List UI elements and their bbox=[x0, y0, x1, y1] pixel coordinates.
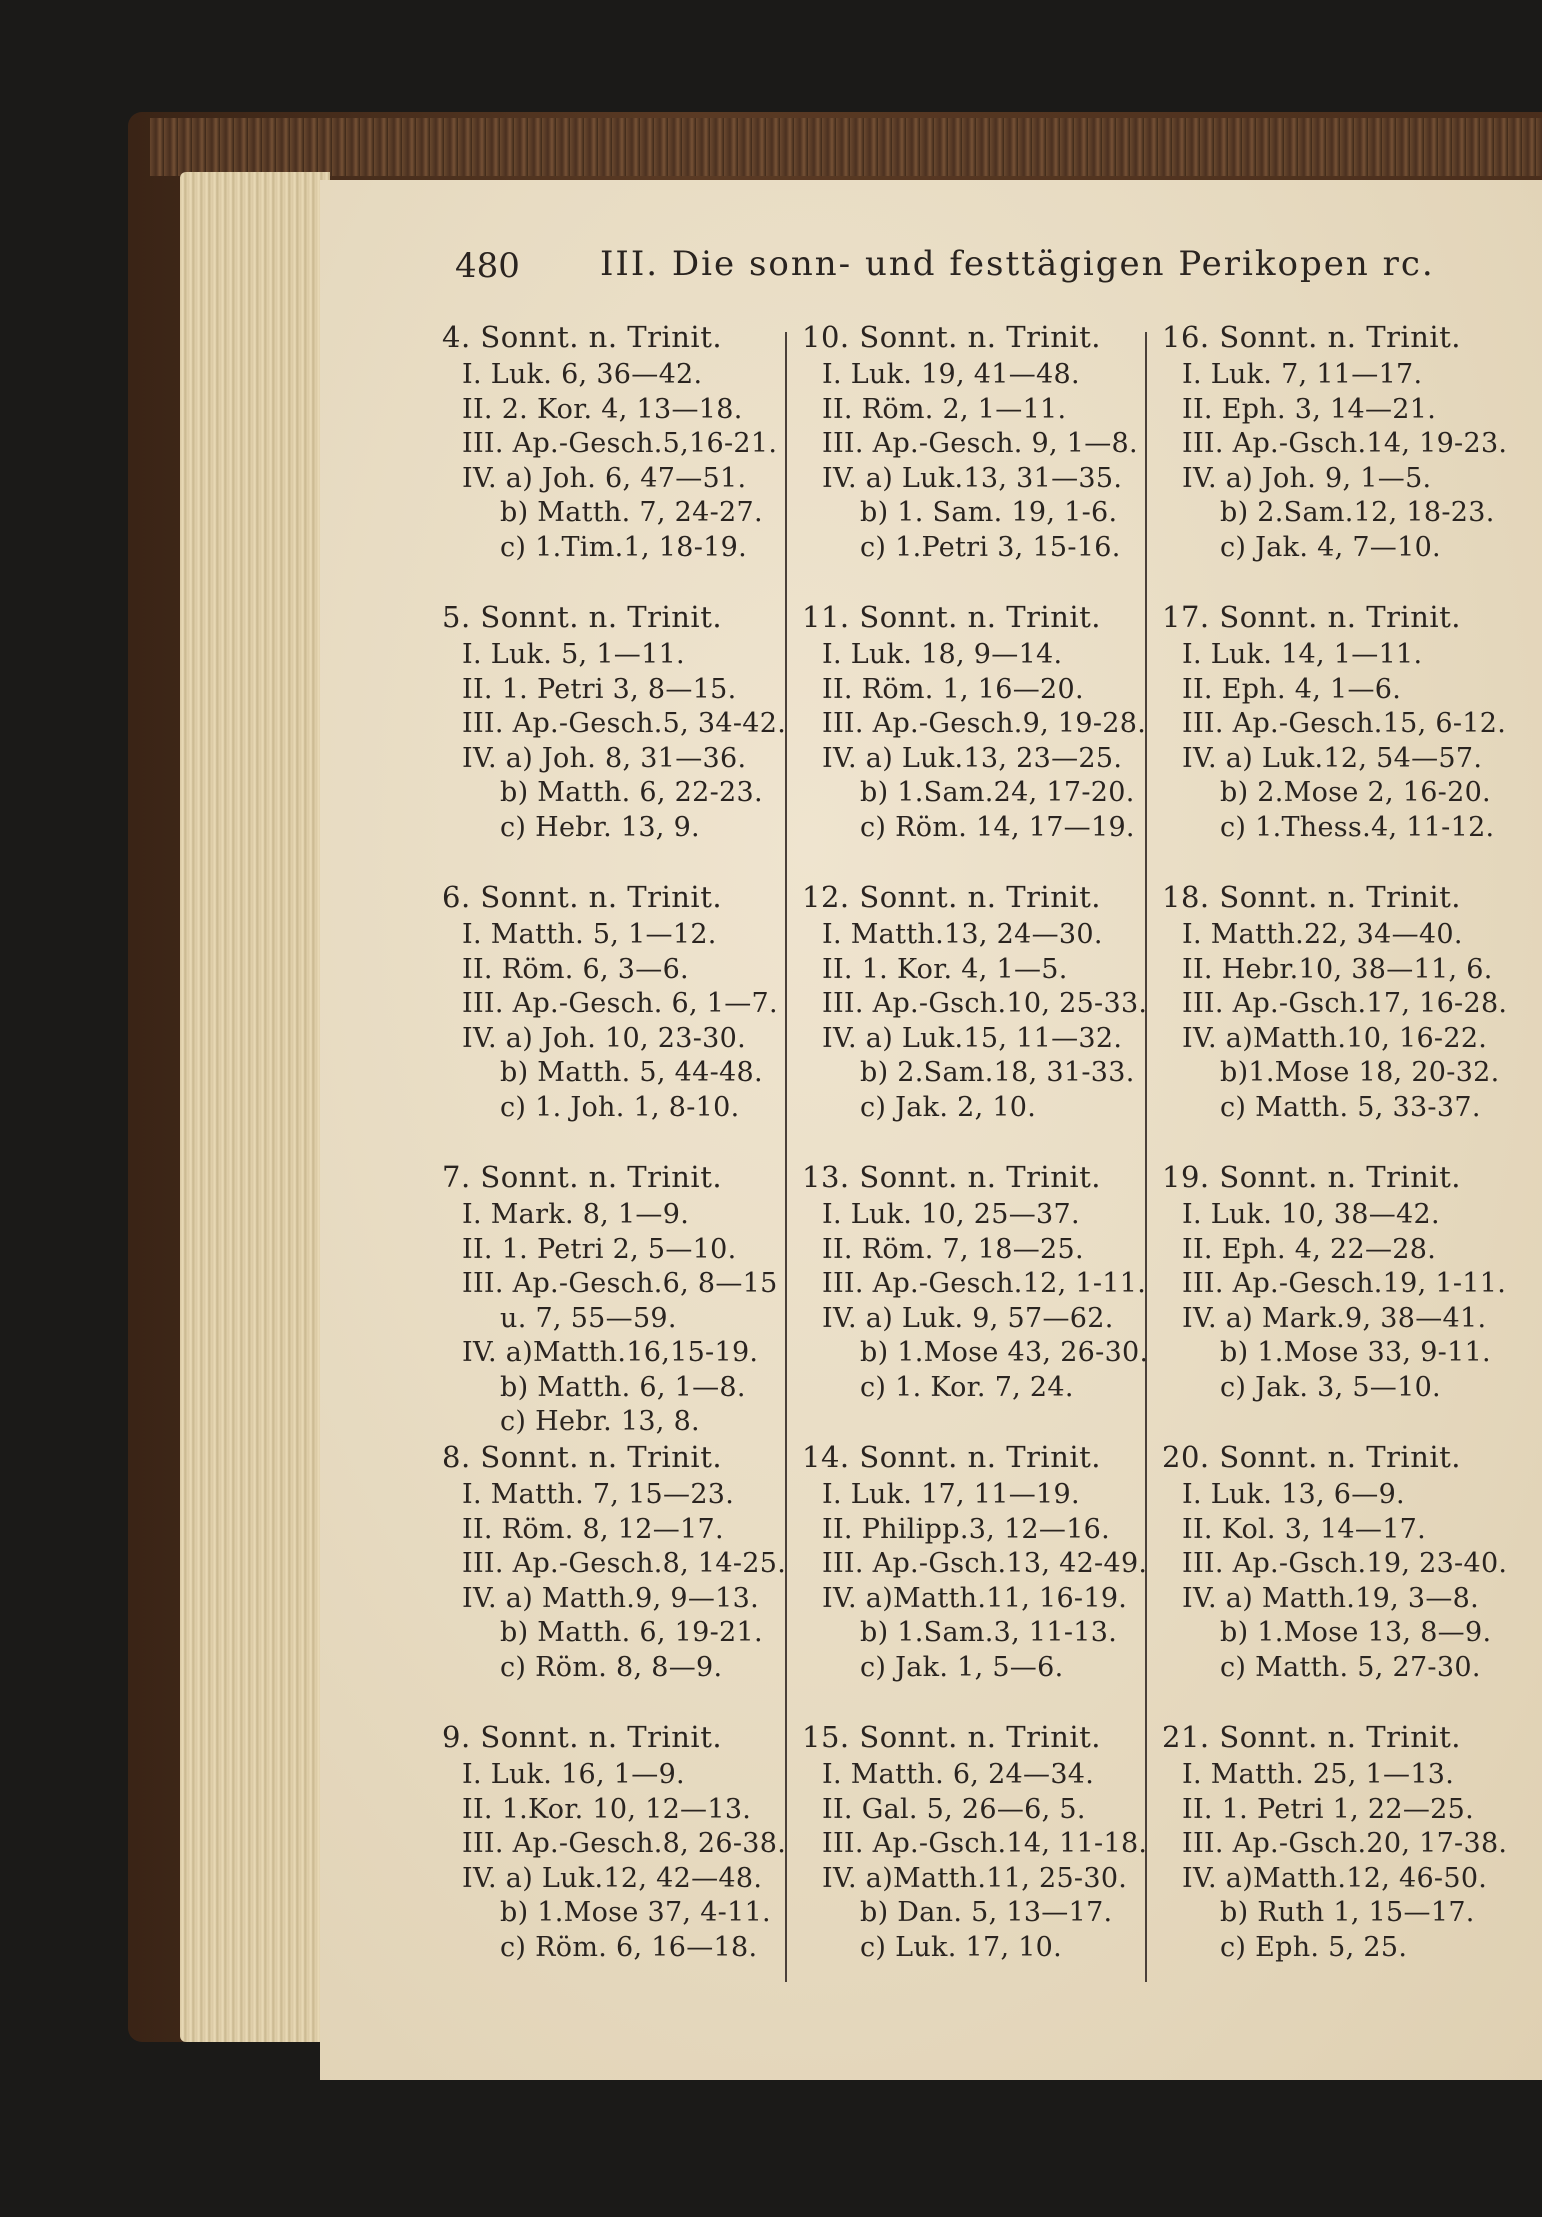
reading-line: b) 1. Sam. 19, 1-6. bbox=[860, 497, 1118, 528]
page-header bbox=[320, 238, 1542, 298]
reading-line: IV. a) Luk.12, 42—48. bbox=[462, 1862, 763, 1894]
reading-line: IV. a)Matth.12, 46-50. bbox=[1182, 1862, 1488, 1894]
reading-line: IV. a) Joh. 8, 31—36. bbox=[462, 742, 747, 774]
reading-line: III. Ap.-Gsch.20, 17-38. bbox=[1182, 1828, 1508, 1859]
reading-line: b) Dan. 5, 13—17. bbox=[860, 1897, 1113, 1928]
sunday-section bbox=[798, 880, 1148, 1125]
sunday-section bbox=[1158, 320, 1508, 565]
reading-line: I. Mark. 8, 1—9. bbox=[462, 1199, 690, 1230]
reading-line: III. Ap.-Gsch.17, 16-28. bbox=[1182, 988, 1508, 1019]
reading-line: I. Luk. 13, 6—9. bbox=[1182, 1479, 1405, 1510]
sunday-section bbox=[1158, 1440, 1508, 1685]
reading-line: c) Eph. 5, 25. bbox=[1220, 1931, 1408, 1963]
page-number: 480 bbox=[455, 246, 520, 286]
reading-line: IV. a)Matth.11, 16-19. bbox=[822, 1582, 1128, 1614]
reading-line: I. Matth. 5, 1—12. bbox=[462, 919, 717, 950]
reading-line: II. Kol. 3, 14—17. bbox=[1182, 1513, 1427, 1545]
reading-line: III. Ap.-Gsch.13, 42-49. bbox=[822, 1548, 1148, 1579]
reading-line: II. Eph. 4, 1—6. bbox=[1182, 673, 1402, 705]
running-title: III. Die sonn- und festtägigen Perikopen rc. bbox=[600, 244, 1435, 284]
reading-line: IV. a) Luk.13, 31—35. bbox=[822, 462, 1123, 494]
reading-line: c) Jak. 2, 10. bbox=[860, 1091, 1037, 1123]
reading-line: IV. a)Matth.16,15-19. bbox=[462, 1337, 759, 1368]
reading-line: II. 1. Kor. 4, 1—5. bbox=[822, 953, 1068, 985]
reading-line: IV. a)Matth.11, 25-30. bbox=[822, 1862, 1128, 1894]
reading-line: c) Röm. 6, 16—18. bbox=[500, 1931, 758, 1963]
sunday-title: 6. Sonnt. n. Trinit. bbox=[442, 880, 723, 914]
reading-line: c) Hebr. 13, 9. bbox=[500, 811, 700, 843]
reading-line: IV. a) Luk. 9, 57—62. bbox=[822, 1302, 1114, 1334]
sunday-title: 5. Sonnt. n. Trinit. bbox=[442, 600, 723, 634]
reading-line: IV. a) Matth.9, 9—13. bbox=[462, 1582, 759, 1614]
sunday-title: 20. Sonnt. n. Trinit. bbox=[1162, 1440, 1462, 1474]
sunday-section bbox=[438, 880, 778, 1125]
reading-line: III. Ap.-Gesch.15, 6-12. bbox=[1182, 708, 1507, 739]
sunday-section bbox=[798, 1720, 1148, 1965]
reading-line: c) 1. Kor. 7, 24. bbox=[860, 1371, 1074, 1403]
sunday-title: 10. Sonnt. n. Trinit. bbox=[802, 320, 1102, 354]
reading-line: II. Röm. 2, 1—11. bbox=[822, 393, 1067, 425]
reading-line: II. Röm. 6, 3—6. bbox=[462, 953, 689, 985]
reading-line: c) Matth. 5, 27-30. bbox=[1220, 1651, 1481, 1683]
reading-line: II. Röm. 8, 12—17. bbox=[462, 1513, 724, 1545]
reading-line: b) 1.Mose 43, 26-30. bbox=[860, 1337, 1149, 1368]
reading-line: III. Ap.-Gesch.6, 8—15 bbox=[462, 1268, 778, 1299]
reading-line: b) Matth. 7, 24-27. bbox=[500, 497, 763, 528]
reading-line: I. Luk. 7, 11—17. bbox=[1182, 359, 1423, 390]
reading-line: II. Eph. 3, 14—21. bbox=[1182, 393, 1437, 425]
column-1 bbox=[438, 320, 787, 2000]
reading-line: b) 1.Sam.24, 17-20. bbox=[860, 777, 1135, 808]
reading-line: b) 2.Mose 2, 16-20. bbox=[1220, 777, 1491, 808]
reading-line: II. 1. Petri 2, 5—10. bbox=[462, 1233, 737, 1265]
reading-line: b) 1.Mose 37, 4-11. bbox=[500, 1897, 771, 1928]
reading-line: III. Ap.-Gesch.9, 19-28. bbox=[822, 708, 1147, 739]
reading-line: b) Matth. 6, 19-21. bbox=[500, 1617, 763, 1648]
sunday-section bbox=[1158, 600, 1507, 845]
reading-line: III. Ap.-Gesch.8, 26-38. bbox=[462, 1828, 787, 1859]
reading-line: II. 2. Kor. 4, 13—18. bbox=[462, 393, 743, 425]
sunday-section bbox=[798, 1160, 1149, 1405]
reading-line: b) Ruth 1, 15—17. bbox=[1220, 1897, 1475, 1928]
reading-line: c) 1.Thess.4, 11-12. bbox=[1220, 811, 1495, 843]
reading-line: I. Matth.13, 24—30. bbox=[822, 919, 1103, 950]
column-divider bbox=[1145, 332, 1147, 1982]
reading-line: I. Luk. 10, 38—42. bbox=[1182, 1199, 1440, 1230]
reading-line: IV. a) Mark.9, 38—41. bbox=[1182, 1302, 1487, 1334]
sunday-section bbox=[438, 320, 778, 565]
reading-line: III. Ap.-Gesch. 9, 1—8. bbox=[822, 428, 1138, 459]
reading-line: III. Ap.-Gesch. 6, 1—7. bbox=[462, 988, 778, 1019]
sunday-section bbox=[438, 1720, 787, 1965]
reading-line: b) 2.Sam.18, 31-33. bbox=[860, 1057, 1135, 1088]
reading-line: u. 7, 55—59. bbox=[500, 1302, 677, 1334]
reading-line: IV. a) Joh. 9, 1—5. bbox=[1182, 462, 1432, 494]
sunday-title: 7. Sonnt. n. Trinit. bbox=[442, 1160, 723, 1194]
sunday-title: 9. Sonnt. n. Trinit. bbox=[442, 1720, 723, 1754]
reading-line: II. Röm. 7, 18—25. bbox=[822, 1233, 1084, 1265]
reading-line: II. 1.Kor. 10, 12—13. bbox=[462, 1793, 752, 1825]
reading-line: III. Ap.-Gesch.5, 34-42. bbox=[462, 708, 787, 739]
page-edges bbox=[180, 172, 330, 2042]
reading-line: III. Ap.-Gsch.10, 25-33. bbox=[822, 988, 1148, 1019]
sunday-section bbox=[438, 600, 787, 845]
book-spine-top-edge bbox=[150, 118, 1542, 176]
reading-line: IV. a) Joh. 6, 47—51. bbox=[462, 462, 747, 494]
reading-line: c) 1. Joh. 1, 8-10. bbox=[500, 1091, 740, 1123]
reading-line: c) Hebr. 13, 8. bbox=[500, 1406, 700, 1437]
reading-line: IV. a)Matth.10, 16-22. bbox=[1182, 1022, 1488, 1054]
reading-line: b) 1.Mose 13, 8—9. bbox=[1220, 1617, 1492, 1648]
sunday-title: 21. Sonnt. n. Trinit. bbox=[1162, 1720, 1462, 1754]
reading-line: I. Matth. 25, 1—13. bbox=[1182, 1759, 1455, 1790]
sunday-section bbox=[798, 1440, 1148, 1685]
reading-line: I. Luk. 18, 9—14. bbox=[822, 639, 1063, 670]
sunday-title: 18. Sonnt. n. Trinit. bbox=[1162, 880, 1462, 914]
reading-line: III. Ap.-Gesch.19, 1-11. bbox=[1182, 1268, 1507, 1299]
sunday-section bbox=[798, 600, 1147, 845]
sunday-title: 13. Sonnt. n. Trinit. bbox=[802, 1160, 1102, 1194]
reading-line: b)1.Mose 18, 20-32. bbox=[1220, 1057, 1500, 1088]
reading-line: I. Luk. 17, 11—19. bbox=[822, 1479, 1080, 1510]
reading-line: IV. a) Luk.15, 11—32. bbox=[822, 1022, 1123, 1054]
sunday-title: 14. Sonnt. n. Trinit. bbox=[802, 1440, 1102, 1474]
reading-line: b) 2.Sam.12, 18-23. bbox=[1220, 497, 1495, 528]
sunday-title: 11. Sonnt. n. Trinit. bbox=[802, 600, 1102, 634]
sunday-title: 4. Sonnt. n. Trinit. bbox=[442, 320, 723, 354]
reading-line: III. Ap.-Gsch.19, 23-40. bbox=[1182, 1548, 1508, 1579]
reading-line: II. Philipp.3, 12—16. bbox=[822, 1513, 1111, 1545]
sunday-section bbox=[438, 1160, 778, 1440]
reading-line: I. Luk. 14, 1—11. bbox=[1182, 639, 1423, 670]
reading-line: III. Ap.-Gesch.12, 1-11. bbox=[822, 1268, 1147, 1299]
reading-line: b) 1.Mose 33, 9-11. bbox=[1220, 1337, 1491, 1368]
sunday-section bbox=[1158, 1160, 1507, 1405]
reading-line: c) 1.Petri 3, 15-16. bbox=[860, 531, 1121, 563]
reading-line: c) Röm. 14, 17—19. bbox=[860, 811, 1135, 843]
reading-line: c) Luk. 17, 10. bbox=[860, 1931, 1063, 1963]
reading-line: c) 1.Tim.1, 18-19. bbox=[500, 531, 747, 563]
reading-line: c) Röm. 8, 8—9. bbox=[500, 1651, 723, 1683]
reading-line: II. 1. Petri 3, 8—15. bbox=[462, 673, 737, 705]
reading-line: III. Ap.-Gsch.14, 19-23. bbox=[1182, 428, 1508, 459]
reading-line: II. Hebr.10, 38—11, 6. bbox=[1182, 953, 1493, 985]
reading-line: IV. a) Joh. 10, 23-30. bbox=[462, 1022, 746, 1054]
reading-line: I. Matth. 6, 24—34. bbox=[822, 1759, 1095, 1790]
reading-line: I. Luk. 6, 36—42. bbox=[462, 359, 703, 390]
reading-line: b) Matth. 6, 1—8. bbox=[500, 1371, 746, 1403]
reading-line: IV. a) Luk.13, 23—25. bbox=[822, 742, 1123, 774]
reading-line: I. Luk. 5, 1—11. bbox=[462, 639, 685, 670]
sunday-title: 12. Sonnt. n. Trinit. bbox=[802, 880, 1102, 914]
sunday-title: 16. Sonnt. n. Trinit. bbox=[1162, 320, 1462, 354]
reading-line: IV. a) Luk.12, 54—57. bbox=[1182, 742, 1483, 774]
sunday-section bbox=[1158, 1720, 1508, 1965]
column-divider bbox=[785, 332, 787, 1982]
reading-line: b) 1.Sam.3, 11-13. bbox=[860, 1617, 1118, 1648]
reading-line: I. Luk. 19, 41—48. bbox=[822, 359, 1080, 390]
reading-line: II. Gal. 5, 26—6, 5. bbox=[822, 1793, 1086, 1825]
reading-line: II. Eph. 4, 22—28. bbox=[1182, 1233, 1437, 1265]
reading-line: c) Matth. 5, 33-37. bbox=[1220, 1091, 1481, 1123]
reading-line: III. Ap.-Gesch.8, 14-25. bbox=[462, 1548, 787, 1579]
sunday-section bbox=[438, 1440, 787, 1685]
reading-line: c) Jak. 4, 7—10. bbox=[1220, 531, 1441, 563]
reading-line: c) Jak. 1, 5—6. bbox=[860, 1651, 1064, 1683]
sunday-section bbox=[798, 320, 1138, 565]
reading-line: II. 1. Petri 1, 22—25. bbox=[1182, 1793, 1474, 1825]
reading-line: I. Luk. 10, 25—37. bbox=[822, 1199, 1080, 1230]
reading-line: I. Luk. 16, 1—9. bbox=[462, 1759, 685, 1790]
column-3 bbox=[1158, 320, 1508, 2000]
perikopen-columns bbox=[438, 320, 1528, 2000]
reading-line: II. Röm. 1, 16—20. bbox=[822, 673, 1084, 705]
reading-line: III. Ap.-Gesch.5,16-21. bbox=[462, 428, 778, 459]
reading-line: b) Matth. 6, 22-23. bbox=[500, 777, 763, 808]
reading-line: b) Matth. 5, 44-48. bbox=[500, 1057, 763, 1088]
reading-line: I. Matth.22, 34—40. bbox=[1182, 919, 1463, 950]
sunday-title: 19. Sonnt. n. Trinit. bbox=[1162, 1160, 1462, 1194]
reading-line: c) Jak. 3, 5—10. bbox=[1220, 1371, 1441, 1403]
reading-line: III. Ap.-Gsch.14, 11-18. bbox=[822, 1828, 1148, 1859]
book-page bbox=[320, 180, 1542, 2080]
sunday-title: 8. Sonnt. n. Trinit. bbox=[442, 1440, 723, 1474]
sunday-section bbox=[1158, 880, 1508, 1125]
reading-line: IV. a) Matth.19, 3—8. bbox=[1182, 1582, 1479, 1614]
reading-line: I. Matth. 7, 15—23. bbox=[462, 1479, 735, 1510]
sunday-title: 17. Sonnt. n. Trinit. bbox=[1162, 600, 1462, 634]
column-2 bbox=[798, 320, 1149, 2000]
sunday-title: 15. Sonnt. n. Trinit. bbox=[802, 1720, 1102, 1754]
